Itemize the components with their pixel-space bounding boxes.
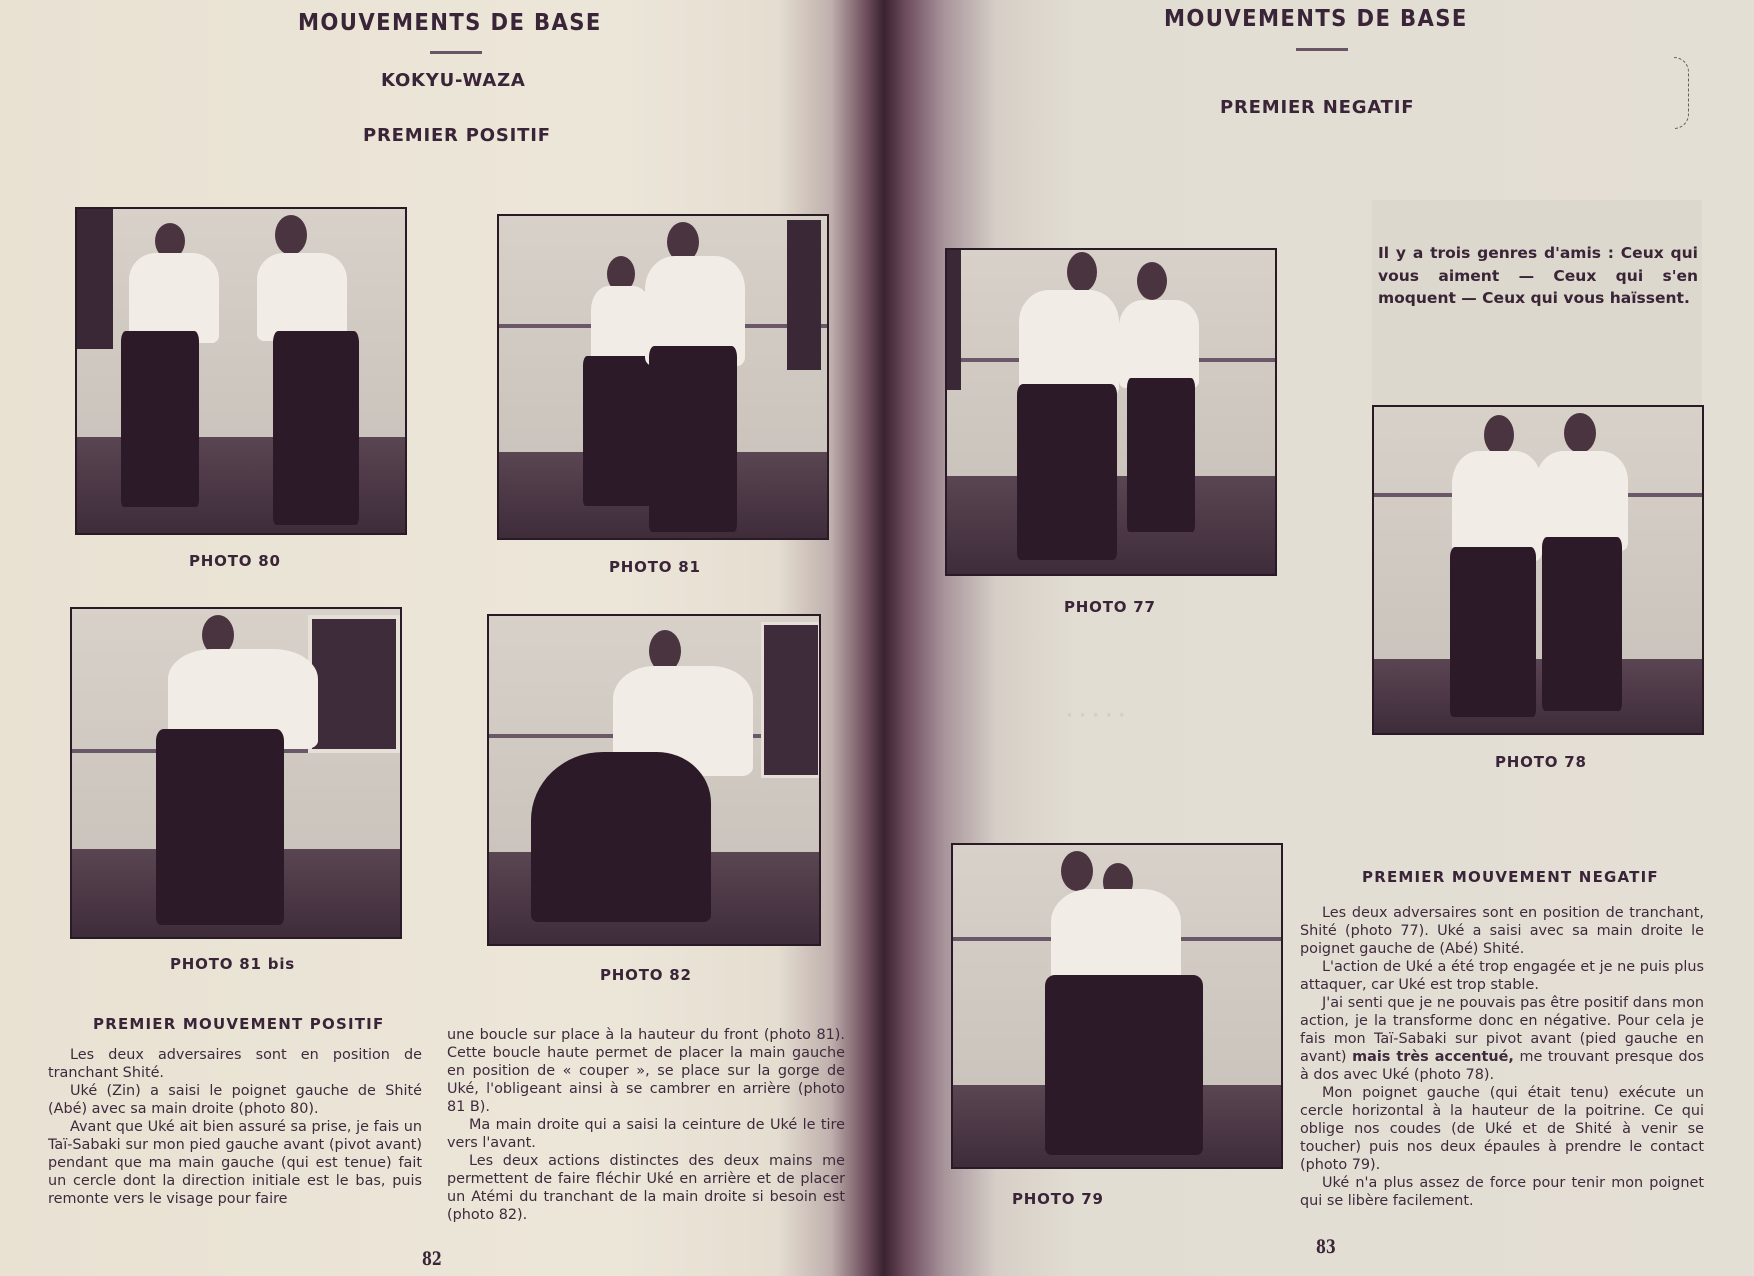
section-title: PREMIER NEGATIF xyxy=(1220,97,1415,118)
photo-78-caption: PHOTO 78 xyxy=(1495,753,1587,771)
show-through-text: · · · · · xyxy=(1066,705,1126,726)
text-column-1 xyxy=(48,1046,422,1208)
paragraph: une boucle sur place à la hauteur du front (photo 81). Cette boucle haute permet de placer la main gauche en position de « couper », se place sur la gorge de Uké, l'obligeant ainsi à se cambrer en arrière (photo 81 B). xyxy=(447,1027,845,1115)
text-column xyxy=(1300,904,1704,1210)
text-run: me trouvant presque dos à dos avec Uké (photo 78). xyxy=(1300,1049,1704,1083)
photo-81-caption: PHOTO 81 xyxy=(609,558,701,576)
bold-emphasis: mais très accentué, xyxy=(1352,1049,1514,1065)
paragraph: Ma main droite qui a saisi la ceinture de Uké le tire vers l'avant. xyxy=(447,1117,845,1151)
quote-text: Il y a trois genres d'amis : Ceux qui vous aiment — Ceux qui s'en moquent — Ceux qui vous haïssent. xyxy=(1378,244,1698,307)
photo-81-bis-caption: PHOTO 81 bis xyxy=(170,955,296,973)
section-title: PREMIER POSITIF xyxy=(363,125,551,146)
paragraph xyxy=(1300,994,1704,1084)
paragraph: Les deux adversaires sont en position de tranchant, Shité (photo 77). Uké a saisi avec sa main droite le poignet gauche de (Abé) Shité. xyxy=(1300,905,1704,957)
photo-79 xyxy=(951,843,1283,1169)
paragraph: Uké (Zin) a saisi le poignet gauche de Shité (Abé) avec sa main droite (photo 80). xyxy=(48,1083,422,1117)
page-subtitle: KOKYU-WAZA xyxy=(381,70,526,91)
photo-82 xyxy=(487,614,821,946)
photo-77-caption: PHOTO 77 xyxy=(1064,598,1156,616)
paragraph: Les deux adversaires sont en position de tranchant Shité. xyxy=(48,1047,422,1081)
text-run: J'ai senti que je ne pouvais pas être positif dans mon action, je la transforme donc en négative. Pour cela je fais mon Taï-Sabaki sur pivot avant (pied gauche en avant) xyxy=(1300,995,1704,1065)
text-heading: PREMIER MOUVEMENT POSITIF xyxy=(93,1015,385,1033)
text-heading: PREMIER MOUVEMENT NEGATIF xyxy=(1362,868,1659,886)
page-number: 82 xyxy=(422,1248,442,1270)
title-rule xyxy=(1296,48,1348,51)
photo-77 xyxy=(945,248,1277,576)
right-page xyxy=(884,0,1754,1276)
paragraph: Les deux actions distinctes des deux mains me permettent de faire fléchir Uké en arrière et de placer un Atémi du tranchant de la main droite si besoin est (photo 82). xyxy=(447,1153,845,1223)
paragraph: L'action de Uké a été trop engagée et je ne puis plus attaquer, car Uké est trop stable. xyxy=(1300,959,1704,993)
photo-78 xyxy=(1372,405,1704,735)
photo-80 xyxy=(75,207,407,535)
paragraph: Uké n'a plus assez de force pour tenir mon poignet qui se libère facilement. xyxy=(1300,1175,1704,1209)
paragraph: Avant que Uké ait bien assuré sa prise, je fais un Taï-Sabaki sur mon pied gauche avant (pivot avant) pendant que ma main gauche (qui est tenue) fait un cercle dont la direction initiale est le bas, puis remonte vers le visage pour faire xyxy=(48,1119,422,1207)
photo-81-bis xyxy=(70,607,402,939)
page-title: MOUVEMENTS DE BASE xyxy=(1164,6,1468,32)
photo-80-caption: PHOTO 80 xyxy=(189,552,281,570)
photo-79-caption: PHOTO 79 xyxy=(1012,1190,1104,1208)
pencil-mark xyxy=(1674,57,1689,129)
photo-81 xyxy=(497,214,829,540)
page-number: 83 xyxy=(1316,1236,1336,1258)
photo-82-caption: PHOTO 82 xyxy=(600,966,692,984)
paragraph: Mon poignet gauche (qui était tenu) exécute un cercle horizontal à la hauteur de la poitrine. Ce qui oblige nos coudes (de Uké et de Shité à venir se toucher) puis nos deux épaules à prendre le contact (photo 79). xyxy=(1300,1085,1704,1173)
text-column-2 xyxy=(447,1026,845,1224)
title-rule xyxy=(430,51,482,54)
page-title: MOUVEMENTS DE BASE xyxy=(298,10,602,36)
